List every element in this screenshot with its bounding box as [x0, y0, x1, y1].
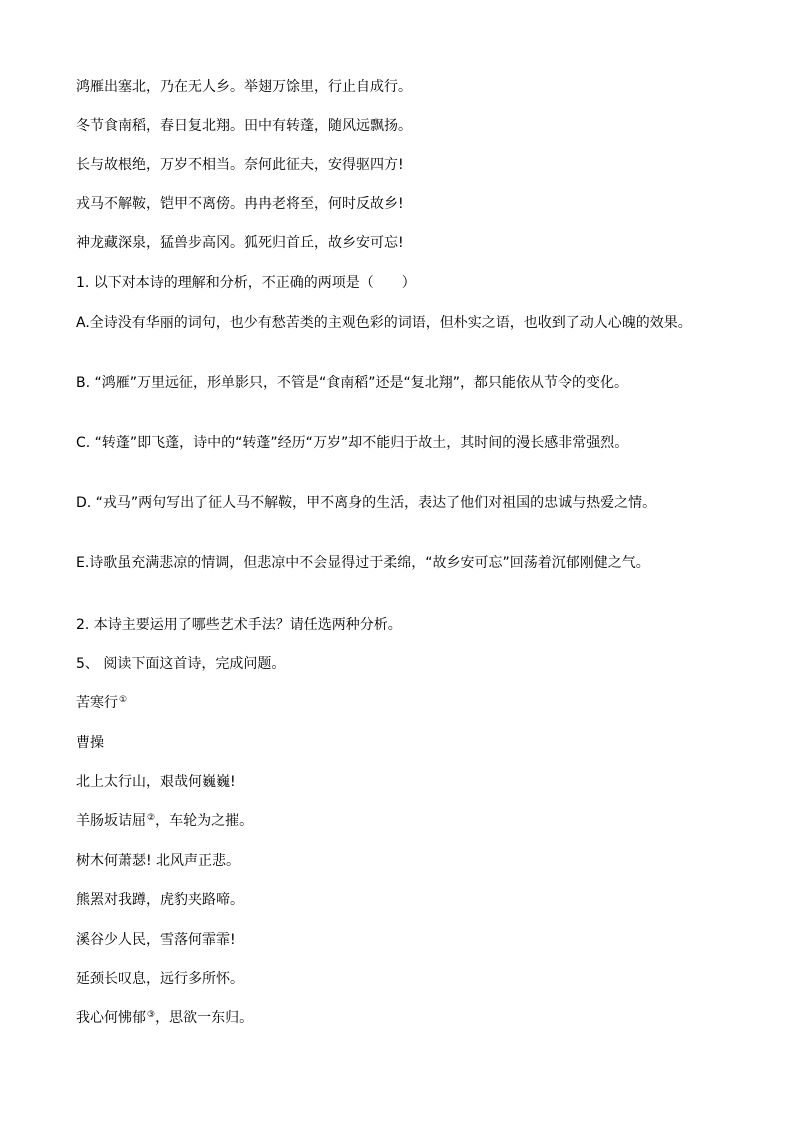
option-b: B. “鸿雁”万里远征，形单影只，不管是“食南稻”还是“复北翔”，都只能依从节令的变化。	[76, 375, 629, 391]
poem-line: 北上太行山，艰哉何巍巍!	[76, 774, 236, 790]
poem-line: 冬节食南稻，春日复北翔。田中有转蓬，随风远飘扬。	[76, 118, 412, 134]
poem-title	[76, 693, 720, 713]
poem-author: 曹操	[76, 735, 104, 751]
poem-line-text: 我心何怫郁	[76, 1010, 146, 1026]
section-instruction: 5、 阅读下面这首诗，完成问题。	[76, 656, 286, 672]
poem-line-text: ，车轮为之摧。	[155, 813, 254, 829]
question-2: 2. 本诗主要运用了哪些艺术手法？请任选两种分析。	[76, 617, 402, 633]
poem-line: 戎马不解鞍，铠甲不离傍。冉冉老将至，何时反故乡!	[76, 196, 404, 212]
poem-line: 树木何萧瑟! 北风声正悲。	[76, 853, 241, 869]
footnote-marker: ③	[147, 1010, 156, 1020]
option-d: D. “戎马”两句写出了征人马不解鞍，甲不离身的生活，表达了他们对祖国的忠诚与热爱之情。	[76, 495, 657, 511]
poem-line	[76, 811, 720, 831]
poem-line: 延颈长叹息，远行多所怀。	[76, 971, 244, 987]
poem-line: 鸿雁出塞北，乃在无人乡。举翅万馀里，行止自成行。	[76, 79, 412, 95]
poem-line: 溪谷少人民，雪落何霏霏!	[76, 932, 236, 948]
poem-line: 熊罴对我蹲，虎豹夹路啼。	[76, 892, 244, 908]
poem-line: 神龙藏深泉，猛兽步高冈。狐死归首丘，故乡安可忘!	[76, 235, 404, 251]
option-e: E.诗歌虽充满悲凉的情调，但悲凉中不会显得过于柔绵，“故乡安可忘”回荡着沉郁刚健之气。	[76, 555, 650, 571]
poem-line: 长与故根绝，万岁不相当。奈何此征夫，安得驱四方!	[76, 157, 404, 173]
option-a: A.全诗没有华丽的词句，也少有愁苦类的主观色彩的词语，但朴实之语，也收到了动人心魄的效果。	[76, 315, 692, 331]
footnote-marker: ②	[147, 813, 156, 823]
poem-title-text: 苦寒行	[76, 695, 118, 711]
footnote-marker: ①	[119, 695, 128, 705]
option-c: C. “转蓬”即飞蓬，诗中的“转蓬”经历“万岁”却不能归于故土，其时间的漫长感非常强烈。	[76, 435, 629, 451]
poem-line-text: ，思欲一东归。	[155, 1010, 254, 1026]
question-1: 1. 以下对本诗的理解和分析，不正确的两项是（ ）	[76, 275, 416, 291]
poem-line	[76, 1008, 720, 1028]
poem-line-text: 羊肠坂诘屈	[76, 813, 146, 829]
